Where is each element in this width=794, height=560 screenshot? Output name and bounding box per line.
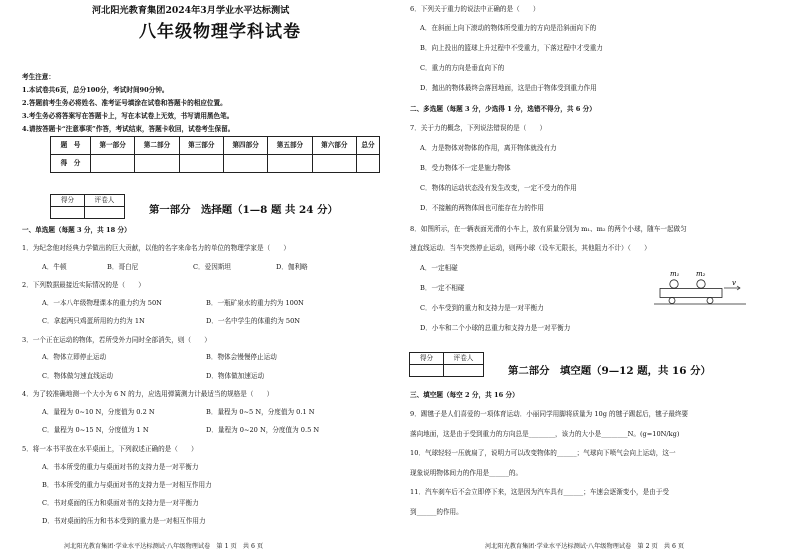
score-header-cell: 第五部分 xyxy=(268,137,312,155)
m2-label: m₂ xyxy=(696,270,706,278)
cart-diagram-svg xyxy=(652,268,748,308)
grader-table-2 xyxy=(409,352,484,377)
question-9-line-2: 落向地面，这是由于受到重力的方向总是________，该力的大小是________N。(g=10N/kg) xyxy=(410,430,680,438)
q8-option-a: A．一定相碰 xyxy=(420,264,458,272)
question-11-line-2: 到______的作用。 xyxy=(410,508,463,516)
score-cell xyxy=(268,155,312,173)
question-6: 6．下列关于重力的说法中正确的是（ ） xyxy=(410,5,540,13)
score-row-label: 得 分 xyxy=(51,155,91,173)
q2-option-c: C．拿起两只鸡蛋所用的力约为 1N xyxy=(42,317,145,325)
part1-title: 第一部分 选择题（1—8 题 共 24 分） xyxy=(149,204,338,216)
q4-option-b: B．量程为 0~5 N，分度值为 0.1 N xyxy=(206,408,315,416)
q2-option-b: B．一瓶矿泉水的重力约为 100N xyxy=(206,299,304,307)
q5-option-b: B．书本所受的重力与桌面对书的支持力是一对相互作用力 xyxy=(42,481,212,489)
score-header-cell: 第一部分 xyxy=(91,137,135,155)
q1-option-b: B．哥白尼 xyxy=(107,263,139,271)
page2-footer: 河北阳光教育集团·学业水平达标测试·八年级物理试卷 第 2 页 共 6 页 xyxy=(485,543,685,550)
section1-title: 一、单选题（每题 3 分，共 18 分） xyxy=(22,226,131,234)
score-cell xyxy=(135,155,179,173)
note-2: 2.答题前考生务必将姓名、准考证号填涂在试卷和答题卡的相应位置。 xyxy=(22,99,227,107)
q3-option-a: A．物体立即停止运动 xyxy=(42,353,107,361)
score-cell xyxy=(91,155,135,173)
q7-option-b: B．受力物体不一定是施力物体 xyxy=(420,164,511,172)
cart-diagram xyxy=(652,268,748,310)
q1-option-c: C．爱因斯坦 xyxy=(193,263,232,271)
q6-option-a: A．在斜面上向下滚动的物体所受重力的方向是沿斜面向下的 xyxy=(420,24,597,32)
q8-option-b: B．一定不相碰 xyxy=(420,284,465,292)
grader-name-label: 评卷人 xyxy=(444,353,484,365)
grader-cell xyxy=(444,365,484,377)
q5-option-a: A．书本所受的重力与桌面对书的支持力是一对平衡力 xyxy=(42,463,199,471)
q4-option-a: A．量程为 0~10 N，分度值为 0.2 N xyxy=(42,408,155,416)
question-8-line-1: 8．如图所示，在一辆表面光滑的小车上，放有质量分别为 m₁、m₂ 的两个小球，随车一起做匀 xyxy=(410,225,687,233)
score-header-cell: 第三部分 xyxy=(179,137,223,155)
question-3: 3．一个正在运动的物体，若所受外力同时全部消失，则（ ） xyxy=(22,336,211,344)
grader-cell xyxy=(85,207,125,219)
cart-wheel-left xyxy=(669,298,675,304)
note-3: 3.考生务必将答案写在答题卡上，写在本试卷上无效，书写请用黑色笔。 xyxy=(22,112,234,120)
question-1: 1．为纪念他对经典力学做出的巨大贡献，以他的名字来命名力的单位的物理学家是（ ） xyxy=(22,244,290,252)
score-cell xyxy=(312,155,356,173)
question-5: 5．将一本书平放在水平桌面上，下列叙述正确的是（ ） xyxy=(22,445,198,453)
q3-option-b: B．物体会慢慢停止运动 xyxy=(206,353,277,361)
cart-body xyxy=(660,289,722,298)
score-header-cell: 第六部分 xyxy=(312,137,356,155)
score-header-cell: 第二部分 xyxy=(135,137,179,155)
score-cell xyxy=(223,155,267,173)
question-8-line-2: 速直线运动．当车突然停止运动，则两小球（设车无限长，其他阻力不计）（ ） xyxy=(410,244,651,252)
question-2: 2．下列数据最接近实际情况的是（ ） xyxy=(22,281,145,289)
page1-footer: 河北阳光教育集团·学业水平达标测试·八年级物理试卷 第 1 页 共 6 页 xyxy=(64,543,264,550)
q6-option-d: D．抛出的物体最终会落回地面，这是由于物体受到重力作用 xyxy=(420,84,597,92)
ball-m1 xyxy=(670,280,678,288)
ball-m2 xyxy=(697,280,705,288)
score-table xyxy=(50,136,380,173)
score-cell xyxy=(179,155,223,173)
grader-cell xyxy=(51,207,85,219)
part2-title: 第二部分 填空题（9—12 题，共 16 分） xyxy=(508,365,711,377)
score-header-cell: 总分 xyxy=(356,137,379,155)
notes-title: 考生注意： xyxy=(22,73,55,81)
cart-wheel-right xyxy=(707,298,713,304)
q6-option-b: B．向上投出的篮球上升过程中不受重力，下落过程中才受重力 xyxy=(420,44,603,52)
q4-option-d: D．量程为 0~20 N，分度值为 0.5 N xyxy=(206,426,320,434)
grader-table-1 xyxy=(50,194,125,219)
q7-option-c: C．物体的运动状态没有发生改变，一定不受力的作用 xyxy=(420,184,577,192)
q2-option-d: D．一名中学生的体重约为 50N xyxy=(206,317,301,325)
score-cell xyxy=(356,155,379,173)
question-7: 7．关于力的概念，下列说法错误的是（ ） xyxy=(410,124,547,132)
question-4: 4．为了较准确地测一个大小为 6 N 的力，应选用弹簧测力计最适当的规格是（ ） xyxy=(22,390,274,398)
section2-title: 二、多选题（每题 3 分，少选得 1 分，选错不得分，共 6 分） xyxy=(410,105,596,113)
q2-option-a: A．一本八年级物理课本的重力约为 50N xyxy=(42,299,162,307)
q3-option-c: C．物体做匀速直线运动 xyxy=(42,372,113,380)
note-4: 4.请按答题卡“注意事项”作答，考试结束，答题卡收回，试卷考生保留。 xyxy=(22,125,235,133)
q4-option-c: C．量程为 0~15 N，分度值为 1 N xyxy=(42,426,149,434)
velocity-label: v xyxy=(732,279,736,287)
score-header-cell: 第四部分 xyxy=(223,137,267,155)
score-header-cell: 题 号 xyxy=(51,137,91,155)
m1-label: m₁ xyxy=(670,270,680,278)
exam-title: 八年级物理学科试卷 xyxy=(139,22,301,42)
q6-option-c: C．重力的方向是垂直向下的 xyxy=(420,64,505,72)
q1-option-a: A．牛顿 xyxy=(42,263,67,271)
exam-header: 河北阳光教育集团2024年3月学业水平达标测试 xyxy=(92,5,290,16)
note-1: 1.本试卷共6页，总分100分，考试时间90分钟。 xyxy=(22,86,169,94)
question-10-line-2: 现象说明物体间力的作用是______的。 xyxy=(410,469,523,477)
q8-option-d: D．小车和二个小球的总重力和支持力是一对平衡力 xyxy=(420,324,571,332)
grader-score-label: 得分 xyxy=(410,353,444,365)
q7-option-d: D．不接触的两物体间也可能存在力的作用 xyxy=(420,204,544,212)
grader-score-label: 得分 xyxy=(51,195,85,207)
q5-option-c: C．书对桌面的压力和桌面对书的支持力是一对平衡力 xyxy=(42,499,199,507)
question-9-line-1: 9．踢毽子是人们喜爱的一项体育运动．小丽同学用脚将质量为 10g 的毽子踢起后，毽子最终要 xyxy=(410,410,689,418)
score-table-header-row xyxy=(51,137,380,155)
grader-cell xyxy=(410,365,444,377)
q8-option-c: C．小车受到的重力和支持力是一对平衡力 xyxy=(420,304,544,312)
question-11-line-1: 11．汽车刹车后不会立即停下来，这是因为汽车具有______；车速会逐渐变小，是由于受 xyxy=(410,488,669,496)
grader-name-label: 评卷人 xyxy=(85,195,125,207)
q1-option-d: D．伽利略 xyxy=(276,263,308,271)
q3-option-d: D．物体做加速运动 xyxy=(206,372,265,380)
section3-title: 三、填空题（每空 2 分，共 16 分） xyxy=(410,391,519,399)
q7-option-a: A．力是物体对物体的作用，离开物体就没有力 xyxy=(420,144,557,152)
q5-option-d: D．书对桌面的压力和书本受到的重力是一对相互作用力 xyxy=(42,517,206,525)
question-10-line-1: 10．气球轻轻一压就扁了，说明力可以改变物体的______；气球向下喷气会向上运动，这一 xyxy=(410,449,676,457)
score-table-score-row xyxy=(51,155,380,173)
